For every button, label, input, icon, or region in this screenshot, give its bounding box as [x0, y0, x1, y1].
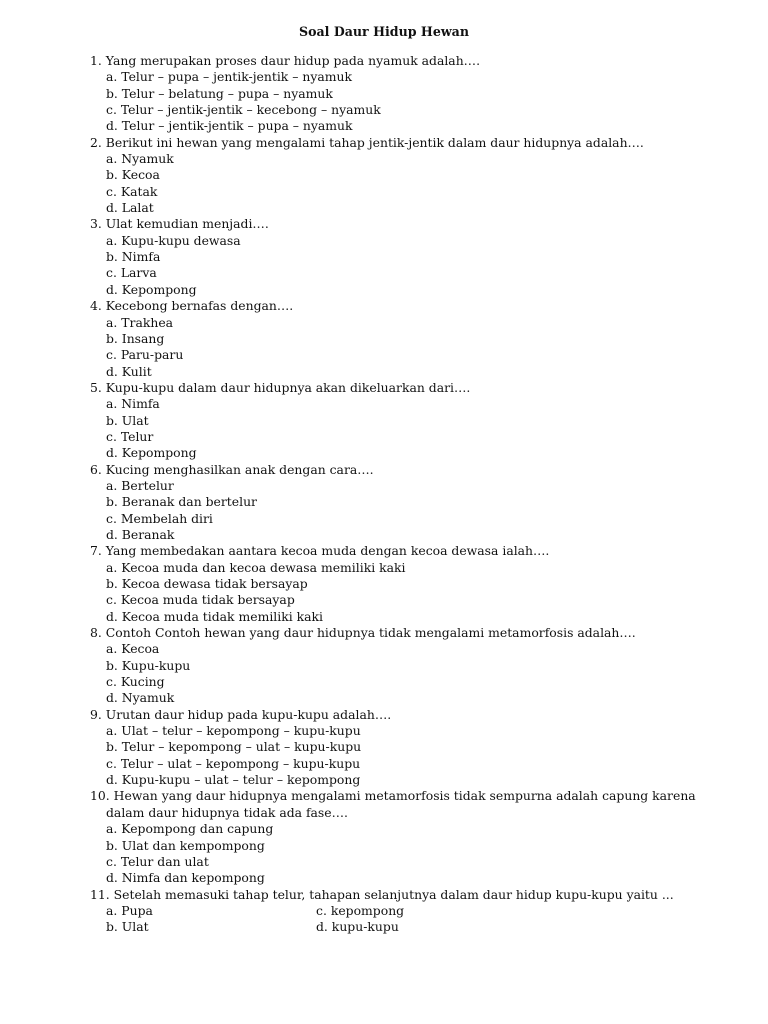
- question-text-continued: dalam daur hidupnya tidak ada fase….: [106, 804, 348, 820]
- option-a: a. Nimfa: [106, 396, 160, 412]
- question-11: [90, 887, 730, 936]
- option-b: b. Kupu-kupu: [106, 657, 191, 673]
- option-d: d. Lalat: [106, 200, 154, 216]
- question-text: 3. Ulat kemudian menjadi….: [90, 216, 269, 232]
- option-b: b. Insang: [106, 330, 165, 346]
- question-text: 1. Yang merupakan proses daur hidup pada nyamuk adalah….: [90, 53, 481, 68]
- option-c: c. Telur – ulat – kepompong – kupu-kupu: [106, 755, 361, 771]
- question-3: [90, 216, 730, 298]
- option-d: d. Telur – jentik-jentik – pupa – nyamuk: [106, 118, 353, 134]
- option-a: a. Pupa: [106, 902, 153, 918]
- option-d: d. Nyamuk: [106, 690, 175, 706]
- option-a: a. Kecoa: [106, 641, 160, 657]
- question-2: [90, 135, 730, 217]
- question-text: 2. Berikut ini hewan yang mengalami tahap jentik-jentik dalam daur hidupnya adalah….: [90, 134, 644, 150]
- option-a: a. Kupu-kupu dewasa: [106, 232, 241, 248]
- option-c: c. Kucing: [106, 674, 165, 690]
- option-a: a. Trakhea: [106, 314, 174, 330]
- page-title: Soal Daur Hidup Hewan: [299, 24, 469, 39]
- question-text: 11. Setelah memasuki tahap telur, tahapan selanjutnya dalam daur hidup kupu-kupu yaitu ...: [90, 886, 674, 902]
- option-b: b. Nimfa: [106, 249, 161, 265]
- option-b: b. Kecoa dewasa tidak bersayap: [106, 576, 308, 591]
- question-text: 8. Contoh Contoh hewan yang daur hidupnya tidak mengalami metamorfosis adalah….: [90, 625, 636, 641]
- question-text: 7. Yang membedakan aantara kecoa muda dengan kecoa dewasa ialah….: [90, 543, 550, 559]
- option-c: c. Membelah diri: [106, 510, 213, 526]
- option-b: b. Ulat: [106, 412, 149, 428]
- option-d: d. Kupu-kupu – ulat – telur – kepompong: [106, 772, 361, 788]
- option-a: a. Kepompong dan capung: [106, 821, 274, 837]
- option-d: d. Beranak: [106, 526, 175, 542]
- question-7: [90, 543, 730, 625]
- option-b: b. Beranak dan bertelur: [106, 494, 257, 510]
- question-text: 5. Kupu-kupu dalam daur hidupnya akan dikeluarkan dari….: [90, 379, 471, 395]
- option-b: b. Ulat dan kempompong: [106, 837, 265, 853]
- option-d: d. kupu-kupu: [316, 919, 399, 935]
- option-a: a. Kecoa muda dan kecoa dewasa memiliki kaki: [106, 559, 406, 575]
- question-text: 10. Hewan yang daur hidupnya mengalami metamorfosis tidak sempurna adalah capung karena: [90, 788, 696, 804]
- question-text: 9. Urutan daur hidup pada kupu-kupu adalah….: [90, 706, 392, 722]
- option-b: b. Kecoa: [106, 167, 160, 183]
- option-d: d. Kecoa muda tidak memiliki kaki: [106, 608, 323, 624]
- option-b: b. Telur – belatung – pupa – nyamuk: [106, 85, 333, 101]
- option-d: d. Kepompong: [106, 281, 197, 297]
- option-a: a. Nyamuk: [106, 151, 174, 167]
- option-grid: [90, 903, 730, 936]
- question-list: [90, 53, 730, 936]
- question-text: 6. Kucing menghasilkan anak dengan cara….: [90, 461, 374, 477]
- option-a: a. Telur – pupa – jentik-jentik – nyamuk: [106, 69, 352, 85]
- option-b: b. Telur – kepompong – ulat – kupu-kupu: [106, 739, 362, 755]
- option-a: a. Ulat – telur – kepompong – kupu-kupu: [106, 723, 361, 739]
- question-6: [90, 462, 730, 544]
- question-4: [90, 298, 730, 380]
- option-a: a. Bertelur: [106, 477, 174, 493]
- option-c: c. Telur dan ulat: [106, 853, 209, 869]
- option-c: c. kepompong: [316, 902, 405, 918]
- option-c: c. Katak: [106, 183, 158, 199]
- option-d: d. Kepompong: [106, 445, 197, 461]
- option-c: c. Kecoa muda tidak bersayap: [106, 592, 295, 608]
- question-1: [90, 53, 730, 135]
- question-9: [90, 707, 730, 789]
- option-c: c. Paru-paru: [106, 347, 184, 363]
- option-b: b. Ulat: [106, 919, 149, 935]
- question-5: [90, 380, 730, 462]
- question-text: 4. Kecebong bernafas dengan….: [90, 298, 294, 314]
- option-c: c. Larva: [106, 265, 157, 281]
- option-d: d. Nimfa dan kepompong: [106, 870, 265, 886]
- option-c: c. Telur: [106, 428, 154, 444]
- option-c: c. Telur – jentik-jentik – kecebong – nyamuk: [106, 102, 381, 118]
- question-10: [90, 788, 730, 886]
- question-8: [90, 625, 730, 707]
- option-d: d. Kulit: [106, 363, 152, 379]
